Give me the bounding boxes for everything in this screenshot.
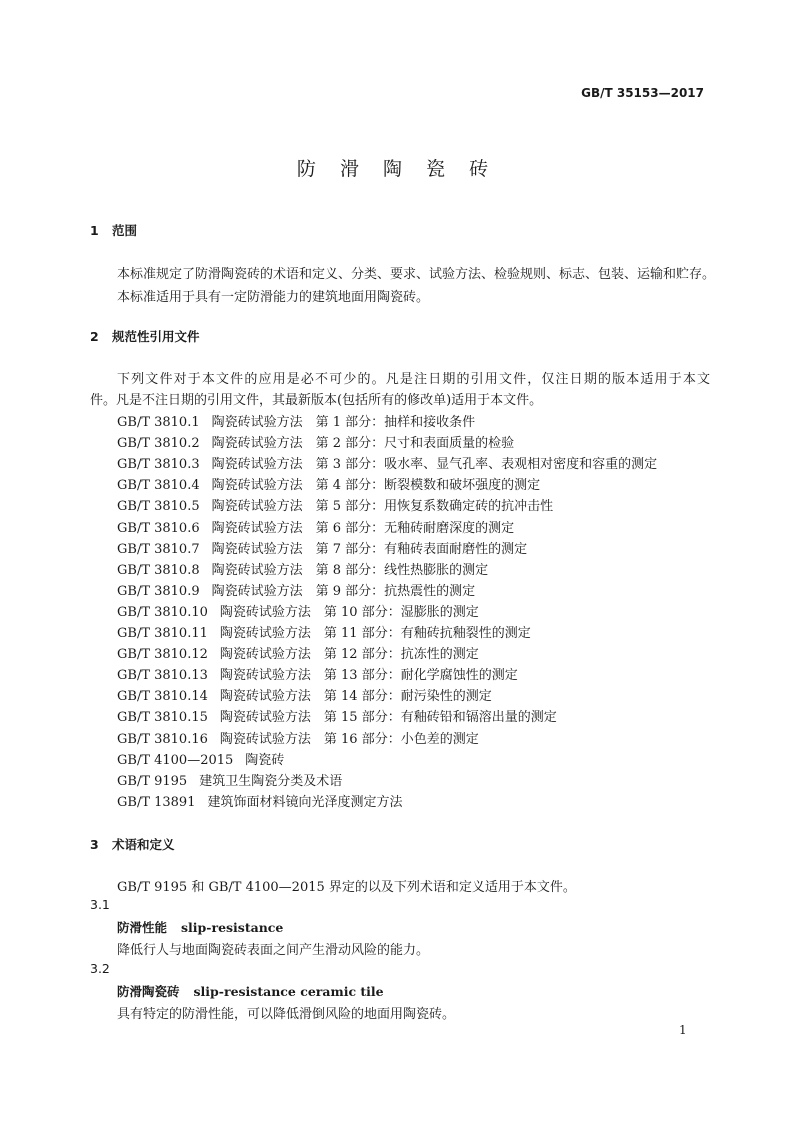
scope-paragraph-1: 本标准规定了防滑陶瓷砖的术语和定义、分类、要求、试验方法、检验规则、标志、包装、运输和贮存。 — [117, 267, 716, 282]
reference-code: GB/T 13891 — [117, 794, 196, 810]
reference-title: 建筑卫生陶瓷分类及术语 — [199, 773, 343, 789]
standard-number: GB/T 35153—2017 — [581, 86, 704, 100]
document-title: 防 滑 陶 瓷 砖 — [296, 158, 498, 180]
term-definition: 具有特定的防滑性能，可以降低滑倒风险的地面用陶瓷砖。 — [117, 1007, 456, 1022]
term-chinese: 防滑陶瓷砖 — [117, 984, 180, 999]
reference-code: GB/T 3810.5 — [117, 499, 200, 515]
term-number: 3.1 — [90, 897, 110, 912]
reference-item — [117, 622, 531, 641]
reference-item — [117, 791, 403, 810]
term-definition: 降低行人与地面陶瓷砖表面之间产生滑动风险的能力。 — [117, 943, 430, 958]
section-title: 规范性引用文件 — [112, 329, 200, 344]
reference-title: 陶瓷砖试验方法 第 16 部分：小色差的测定 — [219, 731, 479, 747]
reference-item — [117, 432, 514, 451]
reference-code: GB/T 3810.1 — [117, 415, 200, 430]
reference-title: 陶瓷砖试验方法 第 1 部分：抽样和接收条件 — [211, 415, 476, 430]
scope-paragraph-2: 本标准适用于具有一定防滑能力的建筑地面用陶瓷砖。 — [117, 290, 430, 305]
reference-title: 陶瓷砖试验方法 第 12 部分：抗冻性的测定 — [219, 647, 479, 663]
section-number: 3 — [90, 837, 99, 852]
term-entry — [117, 918, 283, 936]
reference-title: 陶瓷砖试验方法 第 15 部分：有釉砖铅和镉溶出量的测定 — [219, 710, 557, 726]
reference-item — [117, 495, 553, 514]
reference-title: 陶瓷砖试验方法 第 2 部分：尺寸和表面质量的检验 — [211, 436, 515, 452]
term-number: 3.2 — [90, 961, 110, 976]
reference-code: GB/T 3810.6 — [117, 520, 200, 536]
reference-title: 陶瓷砖试验方法 第 5 部分：用恢复系数确定砖的抗冲击性 — [211, 499, 554, 515]
reference-item — [117, 559, 488, 578]
reference-title: 陶瓷砖试验方法 第 10 部分：湿膨胀的测定 — [219, 604, 479, 620]
reference-title: 陶瓷砖试验方法 第 6 部分：无釉砖耐磨深度的测定 — [211, 520, 515, 536]
reference-title: 陶瓷砖试验方法 第 8 部分：线性热膨胀的测定 — [211, 562, 489, 578]
reference-title: 陶瓷砖试验方法 第 13 部分：耐化学腐蚀性的测定 — [219, 668, 518, 684]
section-title: 范围 — [112, 223, 138, 238]
reference-title: 陶瓷砖 — [245, 752, 285, 768]
reference-code: GB/T 3810.3 — [117, 457, 200, 473]
reference-code: GB/T 3810.4 — [117, 478, 200, 494]
reference-item — [117, 770, 342, 789]
reference-code: GB/T 3810.14 — [117, 689, 208, 705]
term-english: slip-resistance ceramic tile — [193, 984, 384, 999]
references-intro-line-2: 件。凡是不注日期的引用文件，其最新版本(包括所有的修改单)适用于本文件。 — [90, 393, 543, 408]
reference-item — [117, 411, 475, 430]
section-title: 术语和定义 — [112, 837, 175, 852]
reference-code: GB/T 3810.16 — [117, 731, 208, 747]
reference-title: 陶瓷砖试验方法 第 4 部分：断裂模数和破坏强度的测定 — [211, 478, 541, 494]
term-english: slip-resistance — [181, 920, 284, 935]
reference-item — [117, 474, 540, 493]
reference-item — [117, 685, 492, 704]
reference-title: 陶瓷砖试验方法 第 11 部分：有釉砖抗釉裂性的测定 — [219, 626, 531, 641]
reference-title: 陶瓷砖试验方法 第 7 部分：有釉砖表面耐磨性的测定 — [211, 541, 528, 557]
reference-code: GB/T 3810.7 — [117, 541, 200, 557]
reference-code: GB/T 3810.9 — [117, 583, 200, 599]
term-entry — [117, 982, 384, 1000]
reference-code: GB/T 3810.15 — [117, 710, 208, 726]
reference-item — [117, 453, 657, 472]
reference-item — [117, 643, 479, 662]
reference-title: 陶瓷砖试验方法 第 14 部分：耐污染性的测定 — [219, 689, 492, 705]
reference-title: 陶瓷砖试验方法 第 9 部分：抗热震性的测定 — [211, 583, 476, 599]
reference-code: GB/T 3810.10 — [117, 604, 208, 620]
reference-code: GB/T 3810.11 — [117, 626, 208, 641]
section-heading-terms-definitions — [90, 835, 175, 853]
section-heading-normative-references — [90, 327, 200, 345]
reference-item — [117, 728, 479, 747]
reference-item — [117, 664, 518, 683]
reference-code: GB/T 9195 — [117, 773, 188, 789]
terms-intro: GB/T 9195 和 GB/T 4100—2015 界定的以及下列术语和定义适用于本文件。 — [117, 880, 576, 895]
page-number: 1 — [679, 1023, 687, 1037]
term-chinese: 防滑性能 — [117, 920, 168, 935]
reference-title: 建筑饰面材料镜向光泽度测定方法 — [207, 794, 403, 810]
reference-item — [117, 706, 557, 725]
reference-title: 陶瓷砖试验方法 第 3 部分：吸水率、显气孔率、表观相对密度和容重的测定 — [211, 457, 658, 473]
reference-item — [117, 538, 527, 557]
section-number: 1 — [90, 223, 99, 238]
reference-code: GB/T 3810.13 — [117, 668, 208, 684]
reference-code: GB/T 3810.2 — [117, 436, 200, 452]
reference-code: GB/T 3810.12 — [117, 647, 208, 663]
section-number: 2 — [90, 329, 99, 344]
reference-item — [117, 580, 475, 599]
reference-item — [117, 749, 284, 768]
reference-code: GB/T 3810.8 — [117, 562, 200, 578]
reference-item — [117, 601, 479, 620]
references-intro-line-1: 下列文件对于本文件的应用是必不可少的。凡是注日期的引用文件，仅注日期的版本适用于本文 — [117, 372, 710, 387]
reference-item — [117, 517, 514, 536]
reference-code: GB/T 4100—2015 — [117, 752, 234, 768]
section-heading-scope — [90, 221, 137, 239]
